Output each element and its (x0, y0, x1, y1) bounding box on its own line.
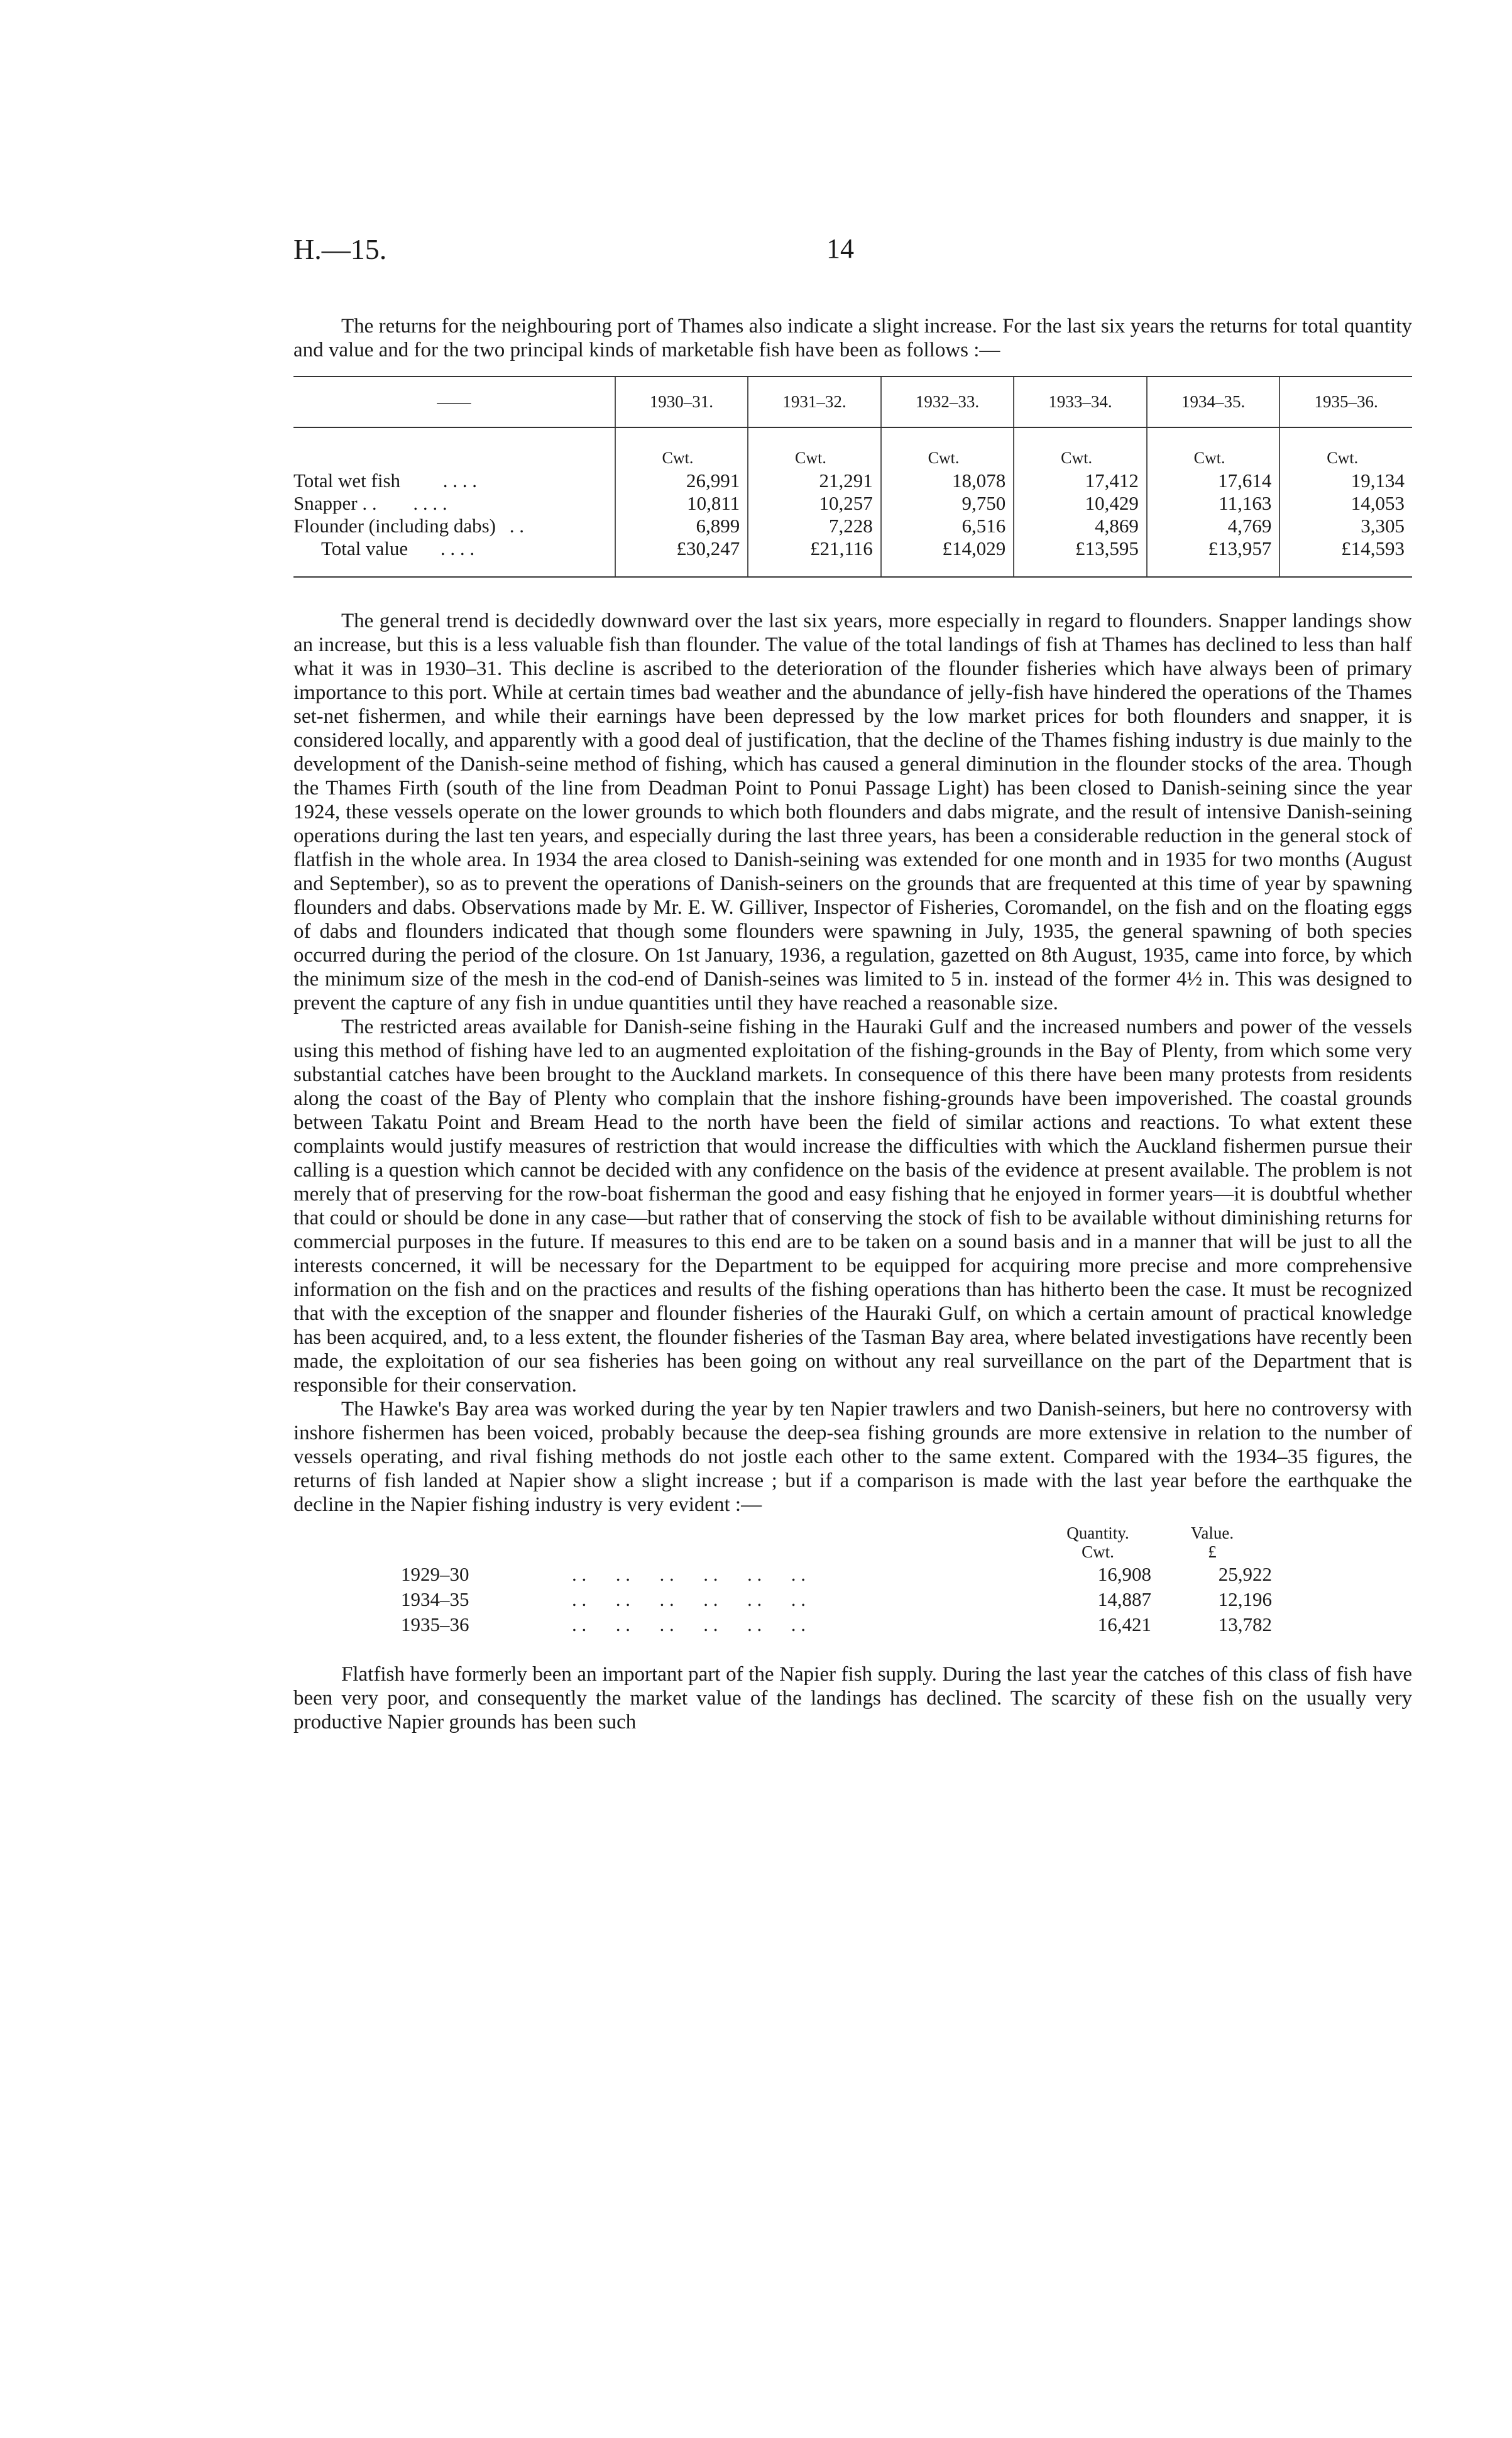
table-cell: 10,811 (615, 492, 748, 515)
table-cell: £21,116 (748, 537, 881, 577)
leader-dots: . . . . (413, 492, 447, 514)
column-header-quantity: Quantity. Cwt. (1066, 1524, 1129, 1561)
table-cell: 19,134 (1279, 469, 1412, 492)
row-label: Snapper . . (293, 492, 377, 514)
leader-dots: . . . . . . . . . . . . (572, 1563, 806, 1585)
units-row (293, 427, 1412, 469)
table-cell: £13,595 (1014, 537, 1147, 577)
leader-dots: . . . . . . . . . . . . (572, 1613, 806, 1635)
table-cell: 9,750 (881, 492, 1014, 515)
leader-dots: . . . . (442, 469, 478, 491)
year-header: 1932–33. (881, 376, 1014, 427)
table-cell: 17,412 (1014, 469, 1147, 492)
table-corner: —— (293, 376, 615, 427)
table-cell: £14,029 (881, 537, 1014, 577)
table-cell: 17,614 (1147, 469, 1280, 492)
quantity-cell: 14,887 (1097, 1588, 1151, 1610)
body-paragraph: The general trend is decidedly downward over the last six years, more especially in regard to flounders. Snapper landings show an increase, but this is a less valuable fish than flounder. The value of the total landings of fish at Thames has declined to less than half what it was in 1930–31. This decline is ascribed to the deterioration of the flounder fisheries which have always been of primary importance to this port. While at certain times bad weather and the abundance of jelly-fish have hindered the operations of the Thames set-net fishermen, and while their earnings have been depressed by the low market prices for both flounders and snapper, it is considered locally, and apparently with a good deal of justification, that the decline of the Thames fishing industry is due mainly to the development of the Danish-seine method of fishing, which has caused a general diminution in the flounder stocks of the area. Though the Thames Firth (south of the line from Deadman Point to Ponui Passage Light) has been closed to Danish-seining since the year 1924, these vessels operate on the lower grounds to which both flounders and dabs migrate, and the result of intensive Danish-seining operations during the last ten years, and especially during the last three years, has been a considerable reduction in the general stock of flatfish in the whole area. In 1934 the area closed to Danish-seining was extended for one month and in 1935 for two months (August and September), so as to prevent the operations of Danish-seiners on the grounds that are frequented at this time of year by spawning flounders and dabs. Observations made by Mr. E. W. Gilliver, Inspector of Fisheries, Coromandel, on the fish and on the floating eggs of dabs and flounders indicated that though some flounders were spawning in July, 1935, the general spawning of both species occurred during the period of the closure. On 1st January, 1936, a regulation, gazetted on 8th August, 1935, came into force, by which the minimum size of the mesh in the cod-end of Danish-seines was limited to 5 in. instead of the former 4½ in. This was designed to prevent the capture of any fish in undue quantities until they have reached a reasonable size. (293, 610, 1412, 1014)
body-paragraph: The Hawke's Bay area was worked during the year by ten Napier trawlers and two Danish-seiners, but here no controversy with inshore fishermen has been voiced, probably because the deep-sea fishing grounds are more extensive in relation to the number of vessels operating, and rival fishing methods do not jostle each other to the same extent. Compared with the 1934–35 figures, the returns of fish landed at Napier show a slight increase ; but if a comparison is made with the last year before the earthquake the decline in the Napier fishing industry is very evident :— (293, 1398, 1412, 1516)
table-cell: 6,516 (881, 515, 1014, 537)
document-reference: H.—15. (293, 233, 387, 265)
table-cell: 10,257 (748, 492, 881, 515)
value-cell: 25,922 (1218, 1563, 1272, 1585)
body-paragraph: The restricted areas available for Danish-seine fishing in the Hauraki Gulf and the increased numbers and power of the vessels using this method of fishing have led to an augmented exploitation of the fishing-grounds in the Bay of Plenty, from which some very substantial catches have been brought to the Auckland markets. In consequence of this there have been many protests from residents along the coast of the Bay of Plenty who complain that the inshore fishing-grounds have been impoverished. The coastal grounds between Takatu Point and Bream Head to the north have been the field of similar actions and reactions. To what extent these complaints would justify measures of restriction that would increase the difficulties with which the Auckland fishermen pursue their calling is a question which cannot be decided with any confidence on the basis of the evidence at present available. The problem is not merely that of preserving for the row-boat fisherman the good and easy fishing that he enjoyed in former years—it is doubtful whether that could or should be done in any case—but rather that of conserving the stock of fish to be available without diminishing returns for commercial purposes in the future. If measures to this end are to be taken on a sound basis and in a manner that will be just to all the interests concerned, it will be necessary for the Department to be equipped for acquiring more precise and more comprehensive information on the fish and on the practices and results of the fishing operations than has hitherto been the case. It must be recognized that with the exception of the snapper and flounder fisheries of the Hauraki Gulf, on which a certain amount of practical knowledge has been acquired, and, to a less extent, the flounder fisheries of the Tasman Bay area, where belated investigations have recently been made, the exploitation of our sea fisheries has been going on without any real surveillance on the part of the Department that is responsible for their conservation. (293, 1016, 1412, 1397)
row-label: Flounder (including dabs) (293, 515, 496, 537)
table-cell: 10,429 (1014, 492, 1147, 515)
year-header: 1935–36. (1279, 376, 1412, 427)
table-cell: 3,305 (1279, 515, 1412, 537)
table-cell: 18,078 (881, 469, 1014, 492)
year-label: 1934–35 (401, 1588, 469, 1610)
table-header-row (400, 1523, 1273, 1562)
page-header (293, 233, 1412, 277)
table-cell: 11,163 (1147, 492, 1280, 515)
table-row (293, 515, 1412, 537)
table-row (293, 537, 1412, 577)
leader-dots: . . . . (440, 537, 475, 559)
row-label: Total wet fish (293, 469, 401, 491)
table-row (293, 492, 1412, 515)
unit-label: Cwt. (1147, 427, 1280, 469)
year-header: 1931–32. (748, 376, 881, 427)
year-header: 1930–31. (615, 376, 748, 427)
napier-returns-table (400, 1523, 1273, 1637)
value-unit: £ (1208, 1542, 1217, 1561)
final-paragraph: Flatfish have formerly been an important part of the Napier fish supply. During the last year the catches of this class of fish have been very poor, and consequently the market value of the landings has declined. The scarcity of these fish on the usually very productive Napier grounds has been such (293, 1663, 1412, 1733)
table-row (400, 1587, 1273, 1612)
table-row (400, 1612, 1273, 1637)
table-header-row (293, 376, 1412, 427)
table-cell: 26,991 (615, 469, 748, 492)
table-cell: 6,899 (615, 515, 748, 537)
unit-label: Cwt. (1279, 427, 1412, 469)
leader-dots: . . (509, 515, 525, 537)
value-cell: 13,782 (1218, 1613, 1272, 1635)
table-row (400, 1562, 1273, 1587)
table-cell: £30,247 (615, 537, 748, 577)
table-row (293, 469, 1412, 492)
document-page (293, 233, 1412, 1734)
unit-label: Cwt. (748, 427, 881, 469)
leader-dots: . . . . . . . . . . . . (572, 1588, 806, 1610)
year-header: 1933–34. (1014, 376, 1147, 427)
page-number: 14 (826, 233, 854, 264)
intro-paragraph: The returns for the neighbouring port of Thames also indicate a slight increase. For the last six years the returns for total quantity and value and for the two principal kinds of marketable fish have been as follows :— (293, 315, 1412, 361)
table-cell: 14,053 (1279, 492, 1412, 515)
unit-label: Cwt. (881, 427, 1014, 469)
unit-label: Cwt. (615, 427, 748, 469)
table-cell: 7,228 (748, 515, 881, 537)
year-header: 1934–35. (1147, 376, 1280, 427)
table-cell: 4,769 (1147, 515, 1280, 537)
value-cell: 12,196 (1218, 1588, 1272, 1610)
year-label: 1935–36 (401, 1613, 469, 1635)
quantity-cell: 16,421 (1097, 1613, 1151, 1635)
thames-returns-table (293, 376, 1412, 578)
row-label: Total value (321, 537, 408, 559)
year-label: 1929–30 (401, 1563, 469, 1585)
table-cell: 21,291 (748, 469, 881, 492)
table-cell: £13,957 (1147, 537, 1280, 577)
table-cell: 4,869 (1014, 515, 1147, 537)
table-cell: £14,593 (1279, 537, 1412, 577)
quantity-unit: Cwt. (1082, 1542, 1114, 1561)
quantity-cell: 16,908 (1097, 1563, 1151, 1585)
column-header-value: Value. £ (1190, 1524, 1234, 1561)
unit-label: Cwt. (1014, 427, 1147, 469)
